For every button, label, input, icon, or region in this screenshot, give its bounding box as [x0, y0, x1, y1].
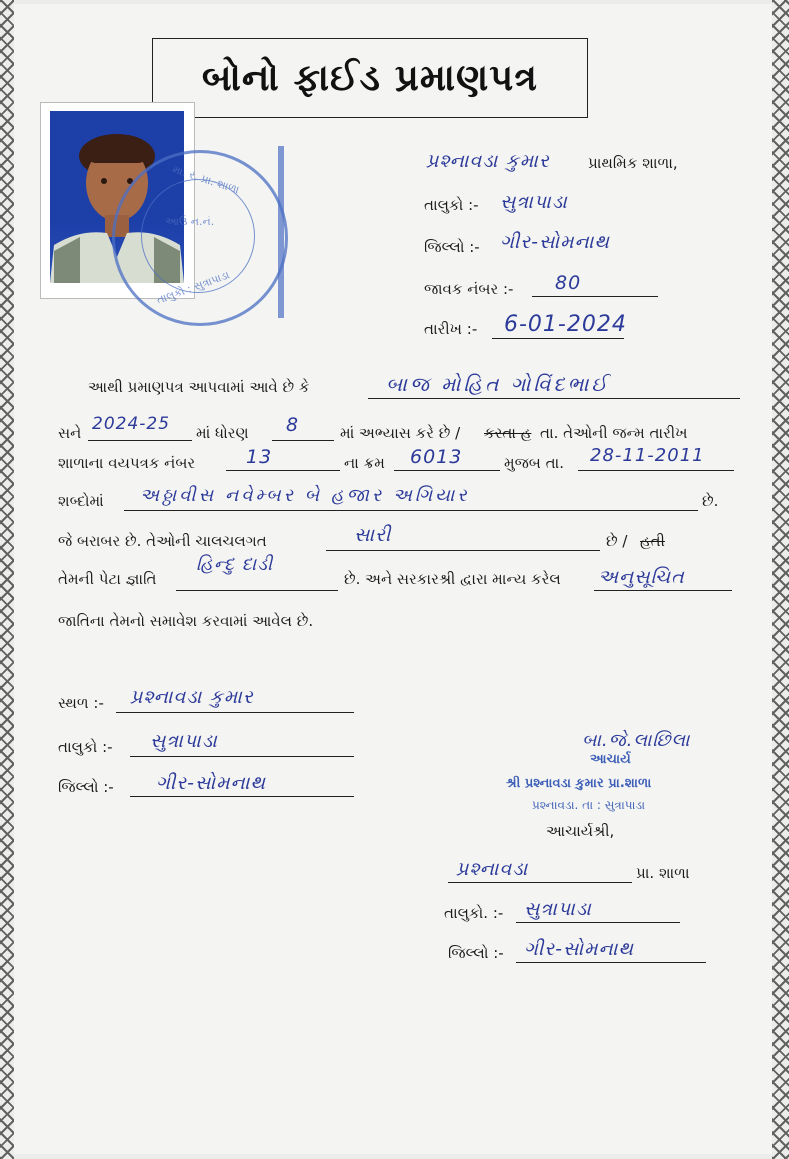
year-prefix: સને: [58, 424, 82, 442]
dob-words-handwritten: અઠ્ઠાવીસ નવેમ્બર બે હજાર અગિયાર: [140, 485, 470, 506]
conduct-label: જે બરાબર છે. તેઓની ચાલચલગત: [58, 532, 267, 550]
header-school-suffix: પ્રાથમિક શાળા,: [588, 154, 678, 172]
conduct-suffix: છે /: [606, 532, 628, 550]
certificate-title-box: [152, 38, 588, 118]
student-name-handwritten: બાજ મોહિત ગોવિંદભાઈ: [386, 372, 610, 396]
school-round-stamp: [112, 150, 288, 326]
body-intro: આથી પ્રમાણપત્ર આપવામાં આવે છે કે: [88, 378, 310, 396]
subcaste-label: તેમની પેટા જ્ઞાતિ: [58, 570, 157, 588]
year-handwritten: 2024-25: [92, 414, 171, 434]
conduct-handwritten: સારી: [354, 524, 392, 546]
principal-title-stamp: આચાર્ય: [590, 752, 631, 767]
stamp-text-middle: આઉ ન.નં.: [165, 215, 215, 228]
dob-label: મુજબ તા.: [504, 454, 564, 472]
header-date-label: તારીખ :-: [424, 320, 478, 338]
place-label: સ્થળ :-: [58, 694, 104, 712]
left-border-pattern: [0, 0, 14, 1159]
sig-district-label: જિલ્લો :-: [448, 944, 504, 962]
words-suffix: છે.: [702, 492, 719, 510]
header-taluka-label: તાલુકો :-: [424, 196, 479, 214]
closing-text: જાતિના તેમનો સમાવેશ કરવામાં આવેલ છે.: [58, 612, 314, 630]
place-taluka-label: તાલુકો :-: [58, 738, 113, 756]
header-district-label: જિલ્લો :-: [424, 238, 480, 256]
govt-text: છે. અને સરકારશ્રી દ્વારા માન્ય કરેલ: [344, 570, 561, 588]
place-handwritten: પ્રશ્નાવડા કુમાર: [130, 686, 254, 708]
category-handwritten: અનુસૂચિત: [598, 566, 685, 588]
sig-taluka-label: તાલુકો. :-: [444, 904, 504, 922]
stamp-side-bar: [278, 146, 284, 318]
school-address-stamp: પ્રશ્નાવડા. તા : સુત્રાપાડા: [532, 798, 646, 812]
certificate-title: બોનો ફાઈડ પ્રમાણપત્ર: [201, 56, 539, 99]
principal-signature: બા.જે.લાછિલા: [582, 730, 691, 751]
principal-label: આચાર્યશ્રી,: [546, 822, 615, 840]
conduct-strike: હતી: [640, 532, 665, 550]
header-school-handwritten: પ્રશ્નાવડા કુમાર: [426, 150, 550, 172]
study-post: તા. તેઓની જન્મ તારીખ: [540, 424, 688, 442]
subcaste-handwritten: હિન્દુ દાડી: [196, 554, 274, 575]
serial-label: ના ક્રમ: [344, 454, 385, 472]
study-strike: કરતા હ: [484, 424, 532, 442]
school-name-stamp: શ્રી પ્રશ્નાવડા કુમાર પ્રા.શાળા: [506, 776, 652, 791]
header-taluka-handwritten: સુત્રાપાડા: [500, 191, 568, 213]
register-handwritten: 13: [246, 446, 273, 468]
header-district-handwritten: ગીર-સોમનાથ: [500, 231, 610, 253]
place-district-handwritten: ગીર-સોમનાથ: [156, 772, 266, 794]
header-date-handwritten: 6-01-2024: [504, 312, 627, 337]
std-label: માં ધોરણ: [196, 424, 249, 442]
right-border-pattern: [772, 0, 789, 1159]
std-handwritten: 8: [286, 414, 300, 436]
sig-school-suffix: પ્રા. શાળા: [636, 864, 690, 882]
sig-district-handwritten: ગીર-સોમનાથ: [524, 938, 634, 960]
header-outward-label: જાવક નંબર :-: [424, 280, 514, 298]
dob-handwritten: 28-11-2011: [590, 445, 705, 466]
stamp-text-bottom: તાલુકો : સુત્રાપાડા: [154, 268, 232, 307]
study-text: માં અભ્યાસ કરે છે /: [340, 424, 461, 442]
place-district-label: જિલ્લો :-: [58, 778, 114, 796]
place-taluka-handwritten: સુત્રાપાડા: [150, 730, 218, 752]
header-outward-handwritten: 80: [555, 272, 582, 294]
stamp-text-top: મા. ર. પ્રા. શાળા: [170, 162, 241, 197]
words-label: શબ્દોમાં: [58, 492, 104, 510]
serial-handwritten: 6013: [410, 446, 463, 468]
register-label: શાળાના વયપત્રક નંબર: [58, 454, 196, 472]
sig-school-handwritten: પ્રશ્નાવડા: [456, 858, 529, 880]
sig-taluka-handwritten: સુત્રાપાડા: [524, 898, 592, 920]
